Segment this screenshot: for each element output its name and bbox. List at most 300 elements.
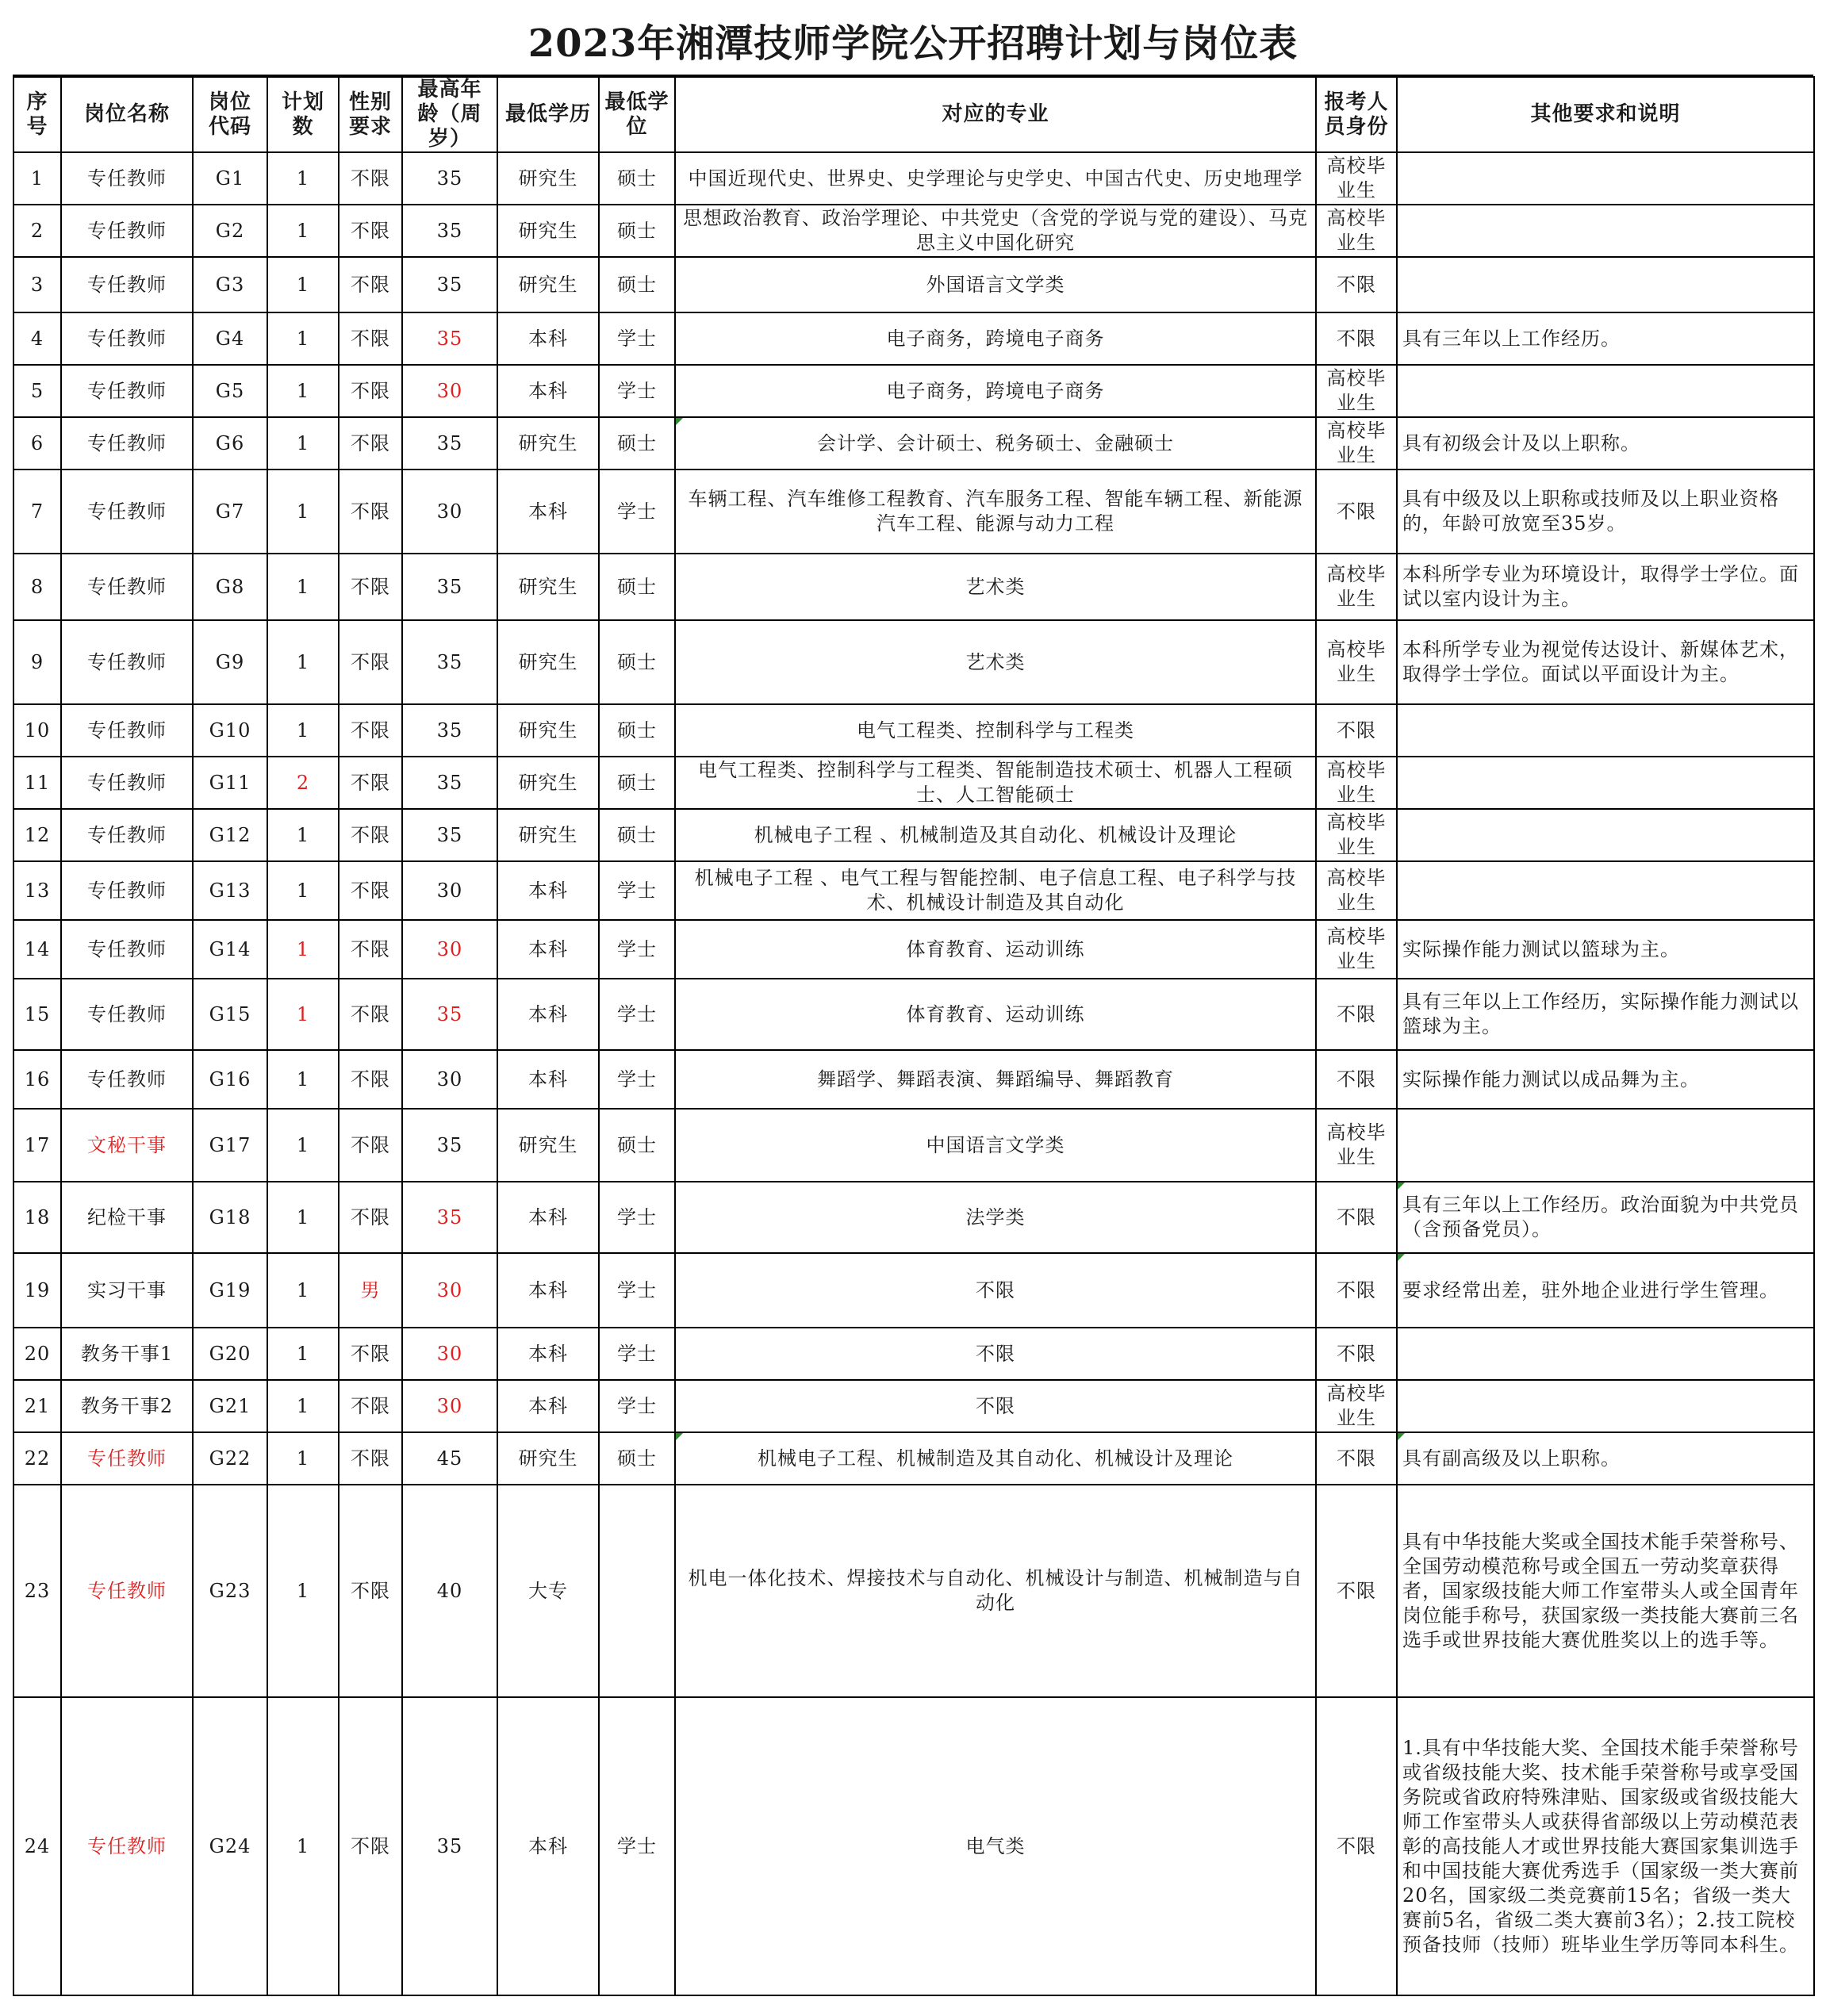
cell-status: 高校毕业生 bbox=[1316, 920, 1397, 979]
cell-note: 具有副高级及以上职称。 bbox=[1397, 1432, 1814, 1485]
table-row bbox=[13, 312, 1814, 365]
cell-edu: 本科 bbox=[497, 312, 599, 365]
cell-major: 不限 bbox=[675, 1380, 1316, 1432]
cell-age: 30 bbox=[402, 920, 497, 979]
cell-note bbox=[1397, 205, 1814, 257]
cell-code: G20 bbox=[193, 1328, 267, 1380]
cell-note: 具有三年以上工作经历。政治面貌为中共党员（含预备党员）。 bbox=[1397, 1182, 1814, 1253]
cell-degree: 学士 bbox=[599, 470, 675, 554]
cell-age: 35 bbox=[402, 620, 497, 704]
cell-edu: 研究生 bbox=[497, 152, 599, 205]
cell-degree: 硕士 bbox=[599, 417, 675, 470]
cell-degree: 硕士 bbox=[599, 1109, 675, 1182]
cell-no: 24 bbox=[13, 1697, 61, 1995]
cell-note: 具有中华技能大奖或全国技术能手荣誉称号、全国劳动模范称号或全国五一劳动奖章获得者，国家级技能大师工作室带头人或全国青年岗位能手称号，获国家级一类技能大赛前三名选手或世界技能大赛优胜奖以上的选手等。 bbox=[1397, 1485, 1814, 1697]
cell-degree: 学士 bbox=[599, 1328, 675, 1380]
cell-degree: 学士 bbox=[599, 1050, 675, 1109]
cell-edu: 研究生 bbox=[497, 620, 599, 704]
cell-degree: 硕士 bbox=[599, 257, 675, 312]
cell-gender: 男 bbox=[339, 1253, 402, 1328]
cell-note bbox=[1397, 257, 1814, 312]
table-row bbox=[13, 1182, 1814, 1253]
cell-name: 教务干事1 bbox=[61, 1328, 193, 1380]
header-major: 对应的专业 bbox=[675, 77, 1316, 152]
cell-no: 23 bbox=[13, 1485, 61, 1697]
cell-no: 5 bbox=[13, 365, 61, 417]
cell-note bbox=[1397, 704, 1814, 757]
cell-code: G17 bbox=[193, 1109, 267, 1182]
table-row bbox=[13, 1328, 1814, 1380]
cell-edu: 研究生 bbox=[497, 257, 599, 312]
cell-gender: 不限 bbox=[339, 365, 402, 417]
cell-name: 专任教师 bbox=[61, 1485, 193, 1697]
cell-code: G15 bbox=[193, 979, 267, 1050]
cell-no: 6 bbox=[13, 417, 61, 470]
cell-gender: 不限 bbox=[339, 861, 402, 920]
cell-edu: 本科 bbox=[497, 920, 599, 979]
cell-gender: 不限 bbox=[339, 809, 402, 861]
cell-age: 35 bbox=[402, 704, 497, 757]
cell-age: 30 bbox=[402, 1050, 497, 1109]
cell-major: 体育教育、运动训练 bbox=[675, 979, 1316, 1050]
cell-name: 专任教师 bbox=[61, 257, 193, 312]
header-name: 岗位名称 bbox=[61, 77, 193, 152]
cell-no: 18 bbox=[13, 1182, 61, 1253]
cell-name: 专任教师 bbox=[61, 365, 193, 417]
table-row bbox=[13, 861, 1814, 920]
cell-note: 要求经常出差，驻外地企业进行学生管理。 bbox=[1397, 1253, 1814, 1328]
cell-note: 具有三年以上工作经历，实际操作能力测试以篮球为主。 bbox=[1397, 979, 1814, 1050]
cell-age: 35 bbox=[402, 1697, 497, 1995]
cell-status: 高校毕业生 bbox=[1316, 554, 1397, 620]
table-row bbox=[13, 205, 1814, 257]
cell-status: 高校毕业生 bbox=[1316, 757, 1397, 809]
cell-age: 35 bbox=[402, 417, 497, 470]
cell-major: 机械电子工程、机械制造及其自动化、机械设计及理论 bbox=[675, 1432, 1316, 1485]
cell-name: 专任教师 bbox=[61, 205, 193, 257]
table-row bbox=[13, 809, 1814, 861]
cell-degree: 学士 bbox=[599, 1253, 675, 1328]
cell-note bbox=[1397, 1380, 1814, 1432]
cell-status: 不限 bbox=[1316, 257, 1397, 312]
cell-status: 不限 bbox=[1316, 1050, 1397, 1109]
cell-note: 具有中级及以上职称或技师及以上职业资格的，年龄可放宽至35岁。 bbox=[1397, 470, 1814, 554]
cell-status: 高校毕业生 bbox=[1316, 620, 1397, 704]
cell-age: 35 bbox=[402, 554, 497, 620]
cell-count: 1 bbox=[267, 1432, 339, 1485]
cell-edu: 研究生 bbox=[497, 417, 599, 470]
cell-no: 11 bbox=[13, 757, 61, 809]
cell-no: 16 bbox=[13, 1050, 61, 1109]
cell-no: 15 bbox=[13, 979, 61, 1050]
cell-gender: 不限 bbox=[339, 1380, 402, 1432]
cell-name: 专任教师 bbox=[61, 620, 193, 704]
header-count: 计划数 bbox=[267, 77, 339, 152]
cell-code: G23 bbox=[193, 1485, 267, 1697]
cell-major: 电气工程类、控制科学与工程类 bbox=[675, 704, 1316, 757]
cell-count: 2 bbox=[267, 757, 339, 809]
cell-degree: 学士 bbox=[599, 312, 675, 365]
cell-count: 1 bbox=[267, 470, 339, 554]
cell-code: G9 bbox=[193, 620, 267, 704]
cell-edu: 本科 bbox=[497, 1182, 599, 1253]
table-row bbox=[13, 1697, 1814, 1995]
cell-note bbox=[1397, 1109, 1814, 1182]
cell-count: 1 bbox=[267, 861, 339, 920]
header-no: 序号 bbox=[13, 77, 61, 152]
cell-name: 专任教师 bbox=[61, 554, 193, 620]
cell-no: 12 bbox=[13, 809, 61, 861]
cell-gender: 不限 bbox=[339, 620, 402, 704]
cell-major: 机械电子工程 、电气工程与智能控制、电子信息工程、电子科学与技术、机械设计制造及其自动化 bbox=[675, 861, 1316, 920]
header-status: 报考人员身份 bbox=[1316, 77, 1397, 152]
cell-degree: 学士 bbox=[599, 1380, 675, 1432]
cell-edu: 本科 bbox=[497, 1697, 599, 1995]
cell-major: 艺术类 bbox=[675, 554, 1316, 620]
cell-status: 高校毕业生 bbox=[1316, 1109, 1397, 1182]
cell-count: 1 bbox=[267, 152, 339, 205]
cell-gender: 不限 bbox=[339, 1182, 402, 1253]
header-degree: 最低学位 bbox=[599, 77, 675, 152]
cell-code: G2 bbox=[193, 205, 267, 257]
cell-note: 实际操作能力测试以篮球为主。 bbox=[1397, 920, 1814, 979]
cell-status: 不限 bbox=[1316, 312, 1397, 365]
cell-note: 1.具有中华技能大奖、全国技术能手荣誉称号或省级技能大奖、技术能手荣誉称号或享受国务院或省政府特殊津贴、国家级或省级技能大师工作室带头人或获得省部级以上劳动模范表彰的高技能人才或世界技能大赛国家集训选手和中国技能大赛优秀选手（国家级一类大赛前20名，国家级二类竞赛前15名；省级一类大赛前5名，省级二类大赛前3名）；2.技工院校预备技师（技师）班毕业生学历等同本科生。 bbox=[1397, 1697, 1814, 1995]
cell-code: G4 bbox=[193, 312, 267, 365]
cell-name: 专任教师 bbox=[61, 757, 193, 809]
cell-degree: 硕士 bbox=[599, 620, 675, 704]
cell-age: 30 bbox=[402, 470, 497, 554]
cell-major: 会计学、会计硕士、税务硕士、金融硕士 bbox=[675, 417, 1316, 470]
cell-major: 外国语言文学类 bbox=[675, 257, 1316, 312]
cell-edu: 本科 bbox=[497, 1050, 599, 1109]
cell-major: 车辆工程、汽车维修工程教育、汽车服务工程、智能车辆工程、新能源汽车工程、能源与动力工程 bbox=[675, 470, 1316, 554]
cell-code: G1 bbox=[193, 152, 267, 205]
header-age: 最高年龄（周岁） bbox=[402, 77, 497, 152]
cell-no: 21 bbox=[13, 1380, 61, 1432]
cell-major: 不限 bbox=[675, 1253, 1316, 1328]
cell-code: G21 bbox=[193, 1380, 267, 1432]
cell-code: G14 bbox=[193, 920, 267, 979]
cell-code: G3 bbox=[193, 257, 267, 312]
cell-count: 1 bbox=[267, 979, 339, 1050]
table-row bbox=[13, 470, 1814, 554]
header-edu: 最低学历 bbox=[497, 77, 599, 152]
cell-status: 高校毕业生 bbox=[1316, 417, 1397, 470]
table-row bbox=[13, 1253, 1814, 1328]
cell-count: 1 bbox=[267, 1380, 339, 1432]
cell-major: 机械电子工程 、机械制造及其自动化、机械设计及理论 bbox=[675, 809, 1316, 861]
cell-gender: 不限 bbox=[339, 257, 402, 312]
cell-age: 30 bbox=[402, 1328, 497, 1380]
cell-no: 8 bbox=[13, 554, 61, 620]
cell-code: G8 bbox=[193, 554, 267, 620]
cell-gender: 不限 bbox=[339, 312, 402, 365]
cell-status: 高校毕业生 bbox=[1316, 152, 1397, 205]
cell-count: 1 bbox=[267, 920, 339, 979]
cell-code: G10 bbox=[193, 704, 267, 757]
cell-status: 不限 bbox=[1316, 979, 1397, 1050]
cell-major: 电气类 bbox=[675, 1697, 1316, 1995]
cell-edu: 本科 bbox=[497, 1328, 599, 1380]
cell-no: 1 bbox=[13, 152, 61, 205]
cell-note: 实际操作能力测试以成品舞为主。 bbox=[1397, 1050, 1814, 1109]
cell-count: 1 bbox=[267, 205, 339, 257]
cell-no: 4 bbox=[13, 312, 61, 365]
cell-gender: 不限 bbox=[339, 152, 402, 205]
table-row bbox=[13, 704, 1814, 757]
cell-count: 1 bbox=[267, 1485, 339, 1697]
cell-major: 艺术类 bbox=[675, 620, 1316, 704]
cell-major: 中国语言文学类 bbox=[675, 1109, 1316, 1182]
cell-code: G22 bbox=[193, 1432, 267, 1485]
cell-age: 35 bbox=[402, 809, 497, 861]
cell-degree: 硕士 bbox=[599, 152, 675, 205]
cell-name: 专任教师 bbox=[61, 704, 193, 757]
cell-major: 不限 bbox=[675, 1328, 1316, 1380]
cell-code: G12 bbox=[193, 809, 267, 861]
cell-note bbox=[1397, 861, 1814, 920]
cell-code: G24 bbox=[193, 1697, 267, 1995]
cell-age: 35 bbox=[402, 152, 497, 205]
cell-name: 纪检干事 bbox=[61, 1182, 193, 1253]
cell-name: 专任教师 bbox=[61, 417, 193, 470]
table-row bbox=[13, 1109, 1814, 1182]
cell-name: 专任教师 bbox=[61, 1697, 193, 1995]
cell-edu: 本科 bbox=[497, 861, 599, 920]
cell-major: 电子商务，跨境电子商务 bbox=[675, 365, 1316, 417]
cell-gender: 不限 bbox=[339, 1050, 402, 1109]
table-row bbox=[13, 152, 1814, 205]
cell-edu: 本科 bbox=[497, 1380, 599, 1432]
cell-status: 不限 bbox=[1316, 1432, 1397, 1485]
cell-code: G7 bbox=[193, 470, 267, 554]
cell-gender: 不限 bbox=[339, 205, 402, 257]
cell-gender: 不限 bbox=[339, 1432, 402, 1485]
cell-no: 20 bbox=[13, 1328, 61, 1380]
cell-degree: 学士 bbox=[599, 1697, 675, 1995]
cell-status: 不限 bbox=[1316, 1253, 1397, 1328]
cell-degree: 学士 bbox=[599, 365, 675, 417]
cell-count: 1 bbox=[267, 365, 339, 417]
cell-no: 7 bbox=[13, 470, 61, 554]
table-row bbox=[13, 365, 1814, 417]
page-title: 2023年湘潭技师学院公开招聘计划与岗位表 bbox=[13, 13, 1813, 76]
cell-age: 30 bbox=[402, 365, 497, 417]
table-row bbox=[13, 1432, 1814, 1485]
cell-gender: 不限 bbox=[339, 704, 402, 757]
cell-age: 30 bbox=[402, 861, 497, 920]
recruitment-sheet bbox=[13, 13, 1813, 2003]
table-row bbox=[13, 257, 1814, 312]
cell-no: 3 bbox=[13, 257, 61, 312]
table-row bbox=[13, 979, 1814, 1050]
cell-name: 文秘干事 bbox=[61, 1109, 193, 1182]
cell-note bbox=[1397, 1328, 1814, 1380]
cell-age: 30 bbox=[402, 1253, 497, 1328]
cell-code: G13 bbox=[193, 861, 267, 920]
cell-degree: 硕士 bbox=[599, 809, 675, 861]
table-row bbox=[13, 417, 1814, 470]
cell-no: 13 bbox=[13, 861, 61, 920]
cell-name: 专任教师 bbox=[61, 920, 193, 979]
cell-gender: 不限 bbox=[339, 417, 402, 470]
cell-edu: 本科 bbox=[497, 365, 599, 417]
cell-major: 思想政治教育、政治学理论、中共党史（含党的学说与党的建设）、马克思主义中国化研究 bbox=[675, 205, 1316, 257]
cell-name: 专任教师 bbox=[61, 1432, 193, 1485]
cell-gender: 不限 bbox=[339, 1485, 402, 1697]
table-row bbox=[13, 554, 1814, 620]
table-row bbox=[13, 920, 1814, 979]
cell-gender: 不限 bbox=[339, 1697, 402, 1995]
cell-status: 高校毕业生 bbox=[1316, 205, 1397, 257]
cell-note bbox=[1397, 152, 1814, 205]
header-note: 其他要求和说明 bbox=[1397, 77, 1814, 152]
cell-count: 1 bbox=[267, 809, 339, 861]
cell-gender: 不限 bbox=[339, 1328, 402, 1380]
cell-no: 2 bbox=[13, 205, 61, 257]
cell-note bbox=[1397, 757, 1814, 809]
cell-age: 35 bbox=[402, 257, 497, 312]
cell-count: 1 bbox=[267, 620, 339, 704]
cell-edu: 研究生 bbox=[497, 809, 599, 861]
cell-name: 专任教师 bbox=[61, 979, 193, 1050]
table-row bbox=[13, 620, 1814, 704]
cell-gender: 不限 bbox=[339, 920, 402, 979]
cell-no: 9 bbox=[13, 620, 61, 704]
cell-note: 具有三年以上工作经历。 bbox=[1397, 312, 1814, 365]
recruitment-table bbox=[13, 76, 1815, 1996]
cell-age: 30 bbox=[402, 1380, 497, 1432]
cell-count: 1 bbox=[267, 312, 339, 365]
cell-status: 不限 bbox=[1316, 470, 1397, 554]
cell-count: 1 bbox=[267, 417, 339, 470]
cell-name: 专任教师 bbox=[61, 809, 193, 861]
cell-gender: 不限 bbox=[339, 757, 402, 809]
cell-edu: 研究生 bbox=[497, 1109, 599, 1182]
header-gender: 性别要求 bbox=[339, 77, 402, 152]
cell-major: 电子商务，跨境电子商务 bbox=[675, 312, 1316, 365]
header-row bbox=[13, 77, 1814, 152]
cell-count: 1 bbox=[267, 1253, 339, 1328]
cell-gender: 不限 bbox=[339, 554, 402, 620]
cell-no: 22 bbox=[13, 1432, 61, 1485]
cell-code: G11 bbox=[193, 757, 267, 809]
cell-status: 不限 bbox=[1316, 1182, 1397, 1253]
cell-degree: 学士 bbox=[599, 979, 675, 1050]
cell-status: 高校毕业生 bbox=[1316, 365, 1397, 417]
cell-degree: 硕士 bbox=[599, 1432, 675, 1485]
cell-count: 1 bbox=[267, 704, 339, 757]
table-row bbox=[13, 1380, 1814, 1432]
cell-major: 电气工程类、控制科学与工程类、智能制造技术硕士、机器人工程硕士、人工智能硕士 bbox=[675, 757, 1316, 809]
cell-count: 1 bbox=[267, 1182, 339, 1253]
cell-name: 专任教师 bbox=[61, 152, 193, 205]
cell-major: 舞蹈学、舞蹈表演、舞蹈编导、舞蹈教育 bbox=[675, 1050, 1316, 1109]
cell-code: G6 bbox=[193, 417, 267, 470]
cell-degree: 硕士 bbox=[599, 554, 675, 620]
cell-count: 1 bbox=[267, 1328, 339, 1380]
cell-major: 法学类 bbox=[675, 1182, 1316, 1253]
cell-no: 17 bbox=[13, 1109, 61, 1182]
cell-note: 本科所学专业为视觉传达设计、新媒体艺术，取得学士学位。面试以平面设计为主。 bbox=[1397, 620, 1814, 704]
cell-age: 35 bbox=[402, 979, 497, 1050]
cell-no: 14 bbox=[13, 920, 61, 979]
cell-status: 高校毕业生 bbox=[1316, 809, 1397, 861]
cell-status: 不限 bbox=[1316, 704, 1397, 757]
cell-status: 不限 bbox=[1316, 1328, 1397, 1380]
cell-age: 45 bbox=[402, 1432, 497, 1485]
cell-degree: 硕士 bbox=[599, 205, 675, 257]
cell-note: 本科所学专业为环境设计，取得学士学位。面试以室内设计为主。 bbox=[1397, 554, 1814, 620]
table-row bbox=[13, 757, 1814, 809]
cell-age: 40 bbox=[402, 1485, 497, 1697]
cell-status: 高校毕业生 bbox=[1316, 861, 1397, 920]
cell-no: 19 bbox=[13, 1253, 61, 1328]
cell-edu: 研究生 bbox=[497, 757, 599, 809]
cell-degree bbox=[599, 1485, 675, 1697]
cell-gender: 不限 bbox=[339, 979, 402, 1050]
cell-age: 35 bbox=[402, 1182, 497, 1253]
cell-name: 教务干事2 bbox=[61, 1380, 193, 1432]
cell-age: 35 bbox=[402, 1109, 497, 1182]
cell-name: 专任教师 bbox=[61, 312, 193, 365]
cell-code: G18 bbox=[193, 1182, 267, 1253]
cell-major: 中国近现代史、世界史、史学理论与史学史、中国古代史、历史地理学 bbox=[675, 152, 1316, 205]
cell-edu: 大专 bbox=[497, 1485, 599, 1697]
cell-name: 实习干事 bbox=[61, 1253, 193, 1328]
cell-code: G5 bbox=[193, 365, 267, 417]
cell-edu: 研究生 bbox=[497, 1432, 599, 1485]
cell-name: 专任教师 bbox=[61, 470, 193, 554]
table-row bbox=[13, 1485, 1814, 1697]
table-row bbox=[13, 1050, 1814, 1109]
cell-edu: 本科 bbox=[497, 1253, 599, 1328]
cell-count: 1 bbox=[267, 554, 339, 620]
cell-edu: 本科 bbox=[497, 979, 599, 1050]
cell-note bbox=[1397, 365, 1814, 417]
cell-edu: 研究生 bbox=[497, 704, 599, 757]
cell-major: 体育教育、运动训练 bbox=[675, 920, 1316, 979]
cell-count: 1 bbox=[267, 1109, 339, 1182]
cell-no: 10 bbox=[13, 704, 61, 757]
cell-edu: 本科 bbox=[497, 470, 599, 554]
cell-status: 不限 bbox=[1316, 1485, 1397, 1697]
header-code: 岗位代码 bbox=[193, 77, 267, 152]
cell-degree: 硕士 bbox=[599, 757, 675, 809]
cell-count: 1 bbox=[267, 1050, 339, 1109]
cell-degree: 学士 bbox=[599, 861, 675, 920]
cell-major: 机电一体化技术、焊接技术与自动化、机械设计与制造、机械制造与自动化 bbox=[675, 1485, 1316, 1697]
cell-code: G16 bbox=[193, 1050, 267, 1109]
cell-status: 不限 bbox=[1316, 1697, 1397, 1995]
cell-gender: 不限 bbox=[339, 470, 402, 554]
cell-note bbox=[1397, 809, 1814, 861]
cell-code: G19 bbox=[193, 1253, 267, 1328]
cell-count: 1 bbox=[267, 1697, 339, 1995]
cell-degree: 学士 bbox=[599, 1182, 675, 1253]
cell-note: 具有初级会计及以上职称。 bbox=[1397, 417, 1814, 470]
cell-degree: 硕士 bbox=[599, 704, 675, 757]
cell-status: 高校毕业生 bbox=[1316, 1380, 1397, 1432]
cell-age: 35 bbox=[402, 312, 497, 365]
cell-age: 35 bbox=[402, 757, 497, 809]
cell-age: 35 bbox=[402, 205, 497, 257]
cell-edu: 研究生 bbox=[497, 205, 599, 257]
cell-degree: 学士 bbox=[599, 920, 675, 979]
cell-count: 1 bbox=[267, 257, 339, 312]
cell-name: 专任教师 bbox=[61, 1050, 193, 1109]
